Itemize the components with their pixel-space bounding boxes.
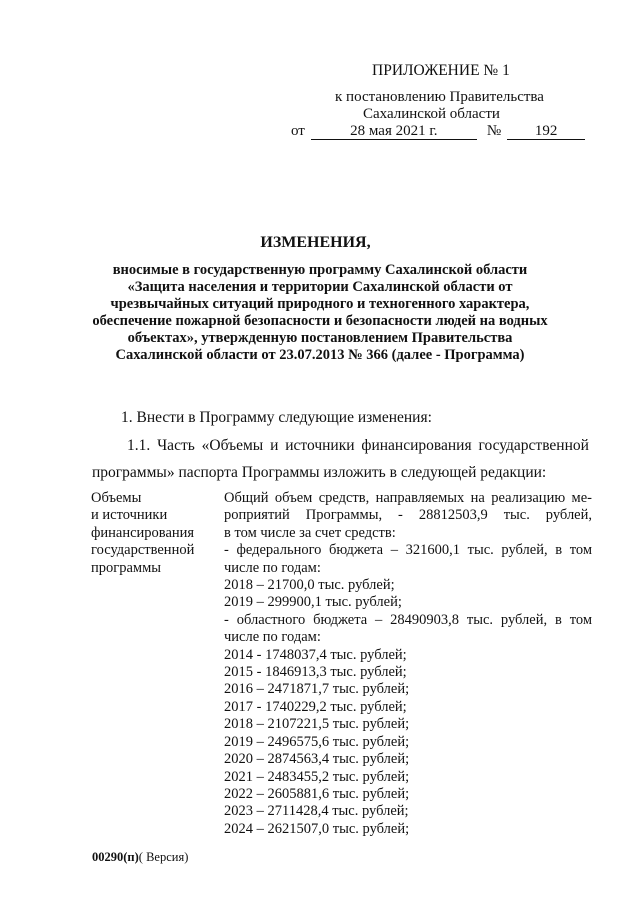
table-right-line: 2018 – 21700,0 тыс. рублей; (224, 577, 395, 594)
appendix-title: ПРИЛОЖЕНИЕ № 1 (372, 62, 510, 79)
subtitle-line: объектах», утвержденную постановлением Правительства (127, 330, 513, 346)
table-right-line: - федерального бюджета – 321600,1 тыс. рублей, в том (224, 542, 592, 559)
table-right-line: - областного бюджета – 28490903,8 тыс. рублей, в том (224, 611, 592, 628)
subtitle-line: «Защита населения и территории Сахалинской области от (127, 279, 513, 295)
table-left-line: государственной (91, 542, 195, 559)
from-label: от (291, 123, 305, 139)
paragraph-word: финансирования (361, 437, 472, 454)
table-left-line: и источники (91, 507, 168, 524)
number-label: № (486, 123, 502, 139)
resolution-date: 28 мая 2021 г. (311, 123, 477, 140)
paragraph-1-1-continued: программы» паспорта Программы изложить в следующей редакции: (92, 464, 547, 481)
document-subtitle (60, 262, 580, 364)
table-left-column (91, 490, 216, 577)
paragraph-word: государственной (478, 437, 589, 454)
appendix-date-number-line (291, 123, 585, 140)
table-right-line: 2024 – 2621507,0 тыс. рублей; (224, 820, 410, 837)
table-right-line: 2018 – 2107221,5 тыс. рублей; (224, 716, 410, 733)
subtitle-line: вносимые в государственную программу Сахалинской области (112, 262, 528, 278)
paragraph-word: 1.1. (127, 437, 151, 454)
table-right-line: 2022 – 2605881,6 тыс. рублей; (224, 785, 410, 802)
footer-version-label: ( Версия) (138, 850, 189, 864)
paragraph-word: «Объемы (201, 437, 264, 454)
subtitle-line: Сахалинской области от 23.07.2013 № 366 (далее - Программа) (115, 347, 525, 363)
table-right-line: 2019 – 299900,1 тыс. рублей; (224, 594, 402, 611)
table-right-line: 2014 - 1748037,4 тыс. рублей; (224, 646, 407, 663)
table-right-line: 2019 – 2496575,6 тыс. рублей; (224, 733, 410, 750)
table-right-column (224, 490, 592, 838)
footer-code: 00290(п) (92, 850, 139, 864)
table-right-line: в том числе за счет средств: (224, 524, 396, 541)
table-right-line: 2015 - 1846913,3 тыс. рублей; (224, 664, 407, 681)
table-left-line: финансирования (91, 524, 195, 541)
appendix-line-region: Сахалинской области (363, 106, 500, 122)
footer-version (92, 849, 188, 866)
paragraph-word: источники (285, 437, 355, 454)
paragraph-1-1 (127, 437, 589, 454)
paragraph-1: 1. Внести в Программу следующие изменения: (121, 409, 432, 426)
table-right-line: Общий объем средств, направляемых на реализацию ме- (224, 490, 592, 506)
table-right-line: числе по годам: (224, 559, 321, 576)
paragraph-word: и (270, 437, 279, 454)
table-right-line: 2016 – 2471871,7 тыс. рублей; (224, 681, 410, 698)
table-right-line: 2017 - 1740229,2 тыс. рублей; (224, 698, 407, 715)
table-right-line: 2020 – 2874563,4 тыс. рублей; (224, 751, 410, 768)
appendix-line-resolution: к постановлению Правительства (335, 89, 544, 105)
table-left-line: Объемы (91, 490, 142, 506)
resolution-number: 192 (507, 123, 585, 140)
table-right-line: 2021 – 2483455,2 тыс. рублей; (224, 768, 410, 785)
table-right-line: числе по годам: (224, 629, 321, 646)
document-title: ИЗМЕНЕНИЯ, (260, 234, 371, 251)
subtitle-line: чрезвычайных ситуаций природного и техногенного характера, (110, 296, 530, 312)
table-right-line: 2023 – 2711428,4 тыс. рублей; (224, 803, 409, 820)
subtitle-line: обеспечение пожарной безопасности и безопасности людей на водных (92, 313, 548, 329)
table-left-line: программы (91, 559, 161, 576)
table-right-line: роприятий Программы, - 28812503,9 тыс. рублей, (224, 507, 592, 524)
paragraph-word: Часть (157, 437, 195, 454)
